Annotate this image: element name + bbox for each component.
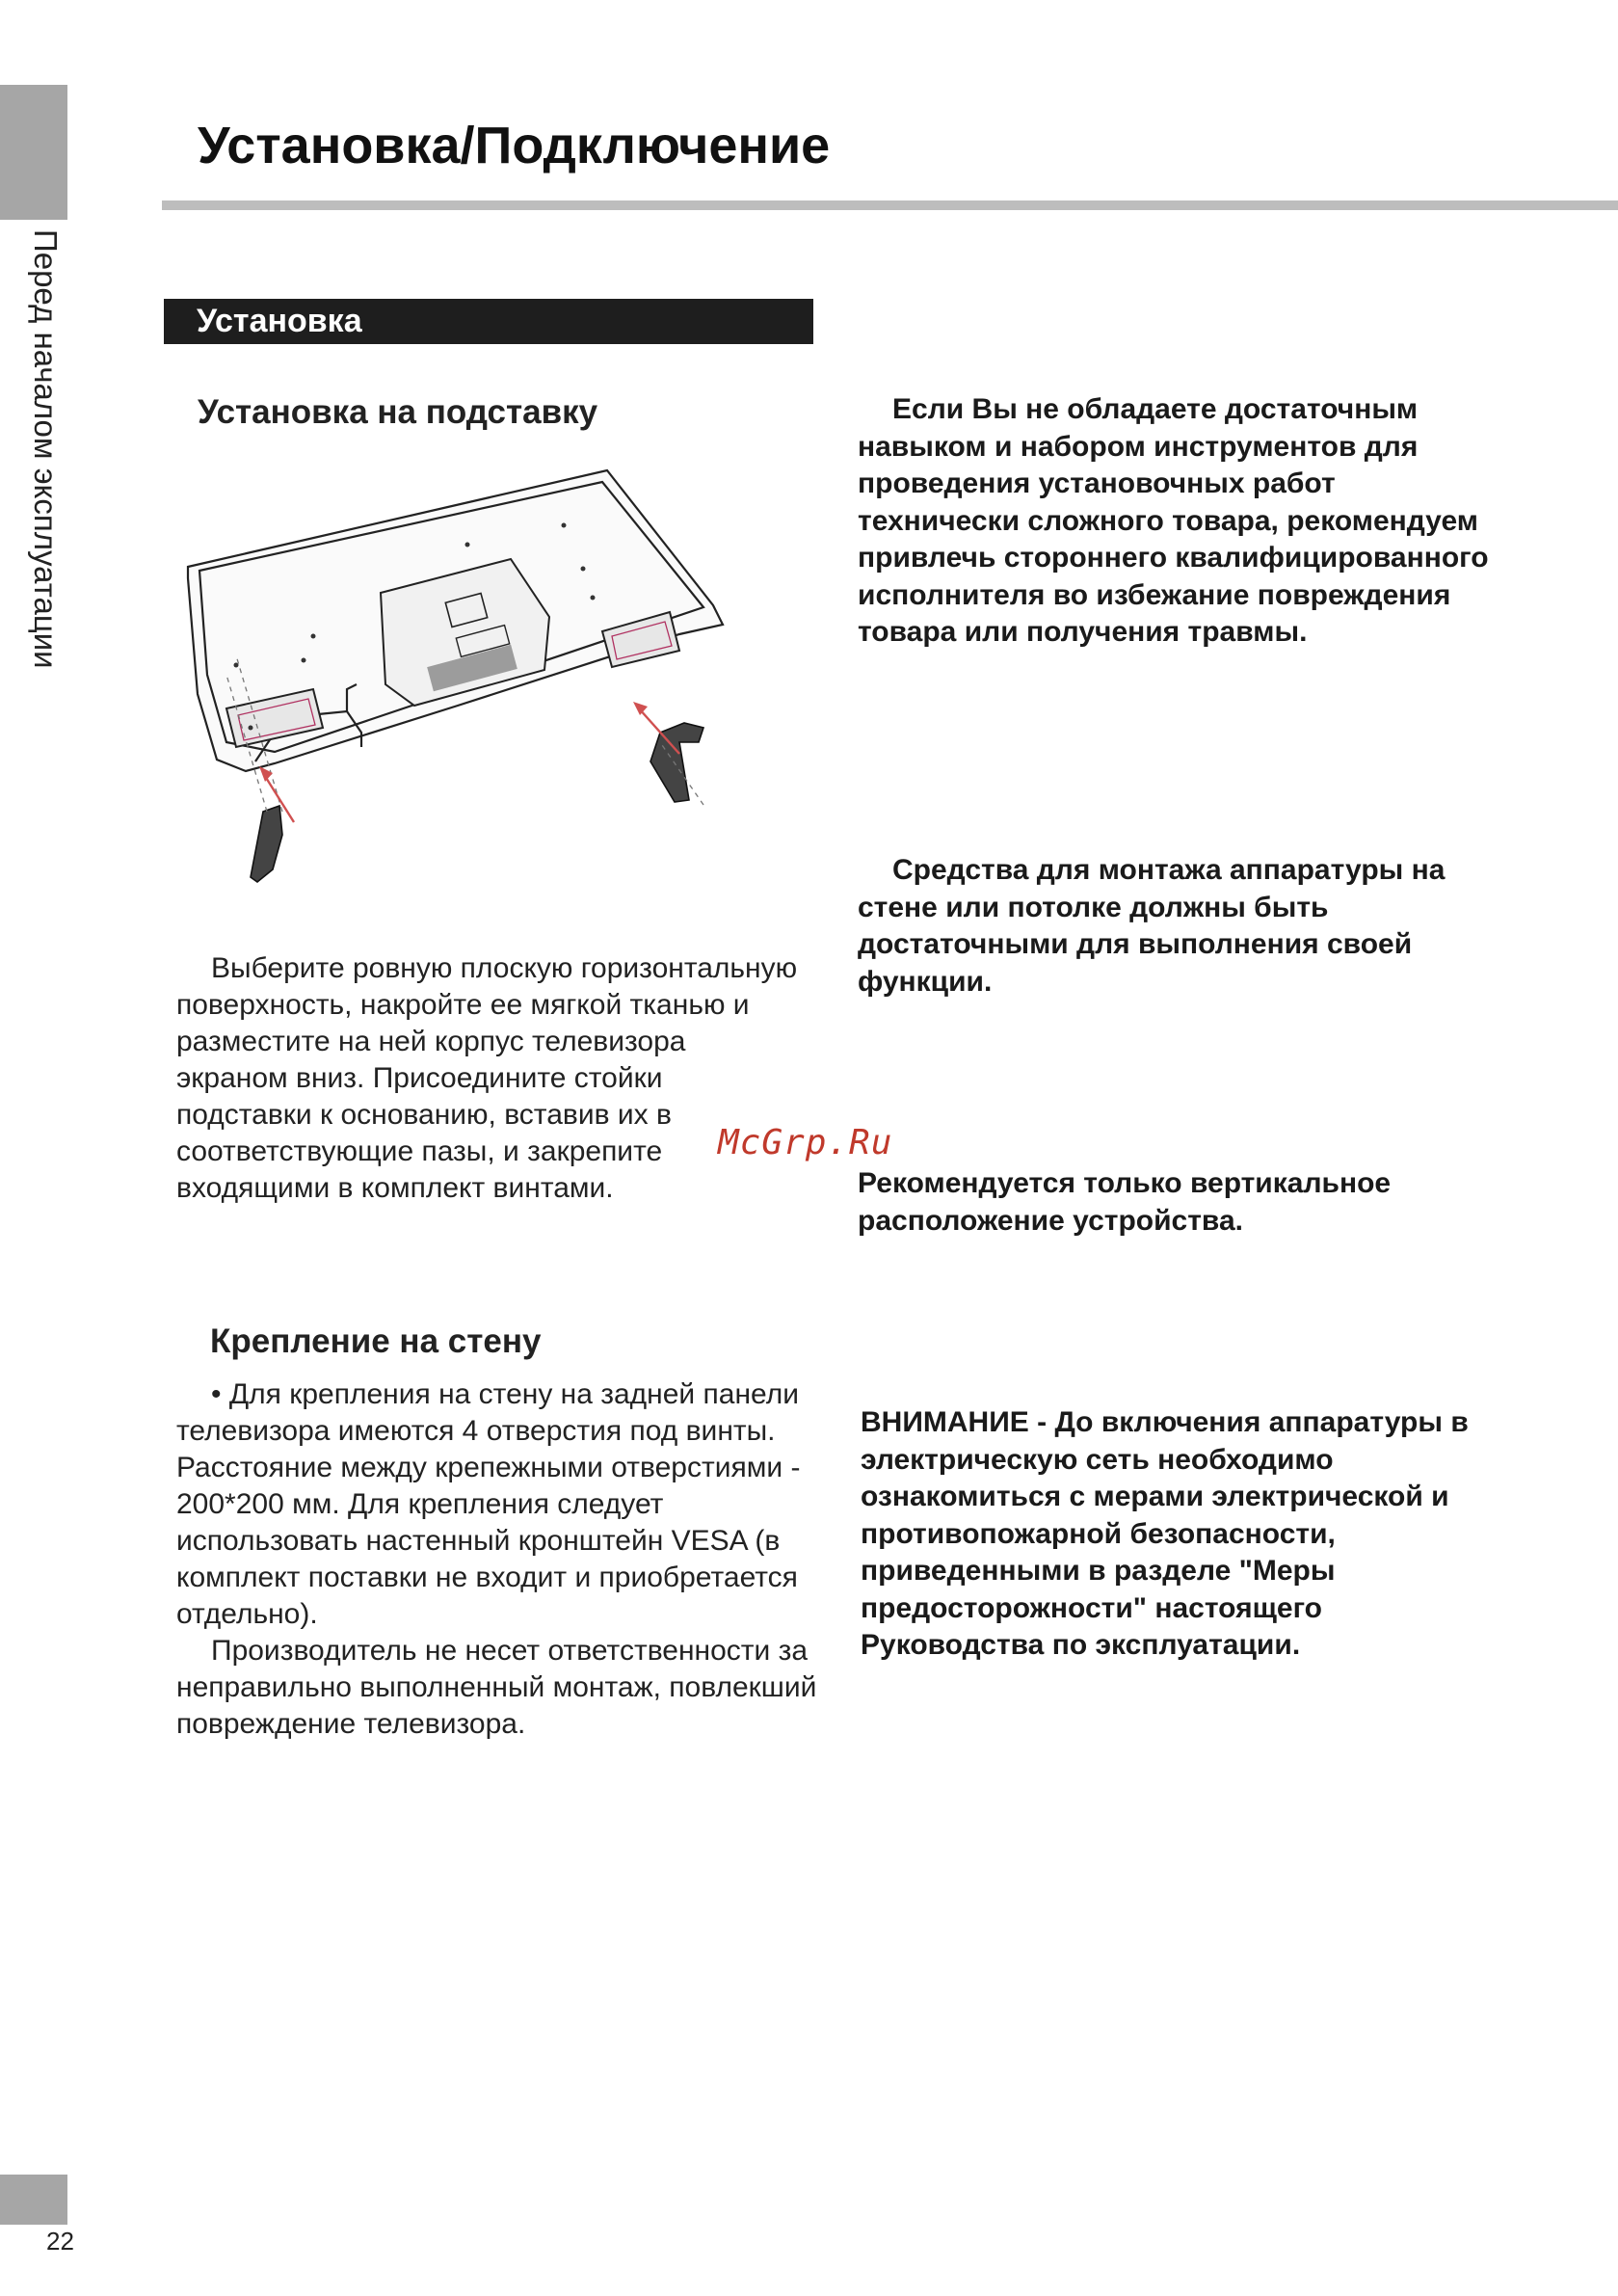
watermark: McGrp.Ru (718, 1123, 893, 1162)
wall-heading: Крепление на стену (210, 1322, 542, 1360)
stand-heading: Установка на подставку (198, 393, 598, 431)
note-3: Рекомендуется только вертикальное расположение устройства. (858, 1167, 1392, 1237)
page-title: Установка/Подключение (198, 117, 831, 174)
side-tab (0, 85, 67, 220)
warning-block (861, 1404, 1477, 1665)
stand-paragraph: Выберите ровную плоскую горизонтальную поверхность, накройте ее мягкой тканью и разместите на ней корпус телевизора экраном вниз. Присоедините стойки подставки к основанию, вставив их в соответствующие пазы, и закрепите входящими в комплект винтами. (176, 952, 798, 1204)
note-1: Если Вы не обладаете достаточным навыком и набором инструментов для проведения установочных работ технически сложного товара, рекомендуем привлечь стороннего квалифицированного исполнителя во избежание повреждения товара или получения травмы. (858, 393, 1489, 648)
side-label: Перед началом эксплуатации (28, 229, 64, 669)
tv-stand-illustration (178, 453, 795, 906)
warning-text: ВНИМАНИЕ - До включения аппаратуры в электрическую сеть необходимо ознакомиться с мерами электрической и противопожарной безопасности, приведенными в разделе "Меры предосторожности" настоящего Руководства по эксплуатации. (861, 1406, 1469, 1661)
page-number: 22 (46, 2227, 74, 2256)
stand-text (176, 950, 803, 1207)
section-bar: Установка (164, 299, 813, 344)
note-2: Средства для монтажа аппаратуры на стене или потолке должны быть достаточными для выполнения своей функции. (858, 854, 1446, 998)
note-qualified-installer (858, 391, 1494, 652)
wall-paragraph-1: • Для крепления на стену на задней панели телевизора имеются 4 отверстия под винты. Расстояние между крепежными отверстиями - 200*200 мм. Для крепления следует использовать настенный кронштейн VESA (в комплект поставки не входит и приобретается отдельно). (176, 1378, 801, 1630)
note-mounting-hardware (858, 852, 1494, 1001)
wall-paragraph-2: Производитель не несет ответственности за неправильно выполненный монтаж, повлекший повреждение телевизора. (176, 1635, 817, 1740)
title-divider (162, 200, 1618, 210)
wall-text (176, 1376, 822, 1743)
note-vertical-only (858, 1165, 1494, 1240)
page-number-tab (0, 2175, 67, 2225)
